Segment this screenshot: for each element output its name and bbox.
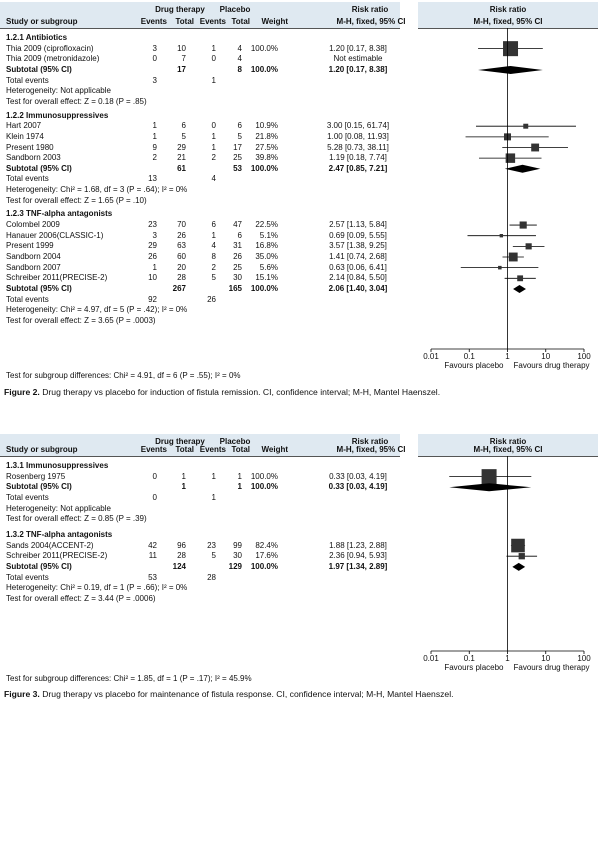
total-placebo: 6 <box>237 121 242 131</box>
header-risk-ratio: Risk ratio <box>351 437 389 446</box>
x-tick-label: 1 <box>505 352 510 361</box>
study-name: Rosenberg 1975 <box>6 471 66 481</box>
header-total: Total <box>231 445 250 454</box>
ci-text: 1.00 [0.08, 11.93] <box>327 131 389 141</box>
total-placebo: 4 <box>237 54 242 64</box>
total-events-placebo: 1 <box>211 492 216 502</box>
figure-caption <box>4 388 440 397</box>
heterogeneity: Heterogeneity: Chi² = 1.68, df = 3 (P = .64); I² = 0% <box>6 185 188 195</box>
point-estimate-box <box>520 221 527 228</box>
events-placebo: 2 <box>211 153 216 163</box>
favours-left-label: Favours placebo <box>444 361 504 370</box>
study-name: Hart 2007 <box>6 121 42 131</box>
heterogeneity: Heterogeneity: Chi² = 0.19, df = 1 (P = .66); I² = 0% <box>6 583 188 593</box>
subgroup-title: 1.2.1 Antibiotics <box>6 33 68 42</box>
total-placebo: 30 <box>233 551 242 561</box>
overall-effect: Test for overall effect: Z = 3.44 (P = .0006) <box>6 593 156 603</box>
total-drug: 29 <box>177 142 186 152</box>
subgroup-title: 1.3.2 TNF-alpha antagonists <box>6 529 113 539</box>
total-events-label: Total events <box>6 294 49 304</box>
total-placebo: 17 <box>233 142 242 152</box>
x-tick-label: 0.1 <box>463 352 475 361</box>
events-drug: 0 <box>152 54 157 64</box>
weight: 82.4% <box>255 540 278 550</box>
total-placebo: 47 <box>233 220 242 230</box>
study-name: Schreiber 2011(PRECISE-2) <box>6 551 108 561</box>
x-tick-label: 10 <box>541 352 551 361</box>
subtotal-total-drug: 124 <box>172 561 186 571</box>
subtotal-total-placebo: 53 <box>233 163 242 173</box>
subtotal-label: Subtotal (95% CI) <box>6 64 72 74</box>
subtotal-weight: 100.0% <box>250 482 278 492</box>
study-name: Thia 2009 (metronidazole) <box>6 54 100 64</box>
events-drug: 29 <box>148 241 157 251</box>
subgroup-differences: Test for subgroup differences: Chi² = 4.91, df = 6 (P = .55); I² = 0% <box>6 371 241 380</box>
header-weight: Weight <box>261 445 288 454</box>
weight: 10.9% <box>255 121 278 131</box>
events-placebo: 1 <box>211 471 216 481</box>
weight: 16.8% <box>255 241 278 251</box>
x-tick-label: 10 <box>541 654 551 663</box>
weight: 35.0% <box>255 252 278 261</box>
events-drug: 26 <box>148 252 157 261</box>
header-method-plot: M-H, fixed, 95% CI <box>473 445 543 454</box>
subtotal-label: Subtotal (95% CI) <box>6 482 72 492</box>
header-method-plot: M-H, fixed, 95% CI <box>473 17 543 26</box>
subtotal-diamond <box>449 483 531 491</box>
subtotal-weight: 100.0% <box>250 64 278 74</box>
header-drug-therapy: Drug therapy <box>155 5 205 14</box>
ci-text: Not estimable <box>333 54 383 64</box>
events-drug: 9 <box>152 142 157 152</box>
events-drug: 1 <box>152 121 157 131</box>
events-drug: 10 <box>148 273 157 283</box>
events-placebo: 23 <box>207 540 216 550</box>
figure-caption <box>4 690 454 699</box>
events-placebo: 5 <box>211 551 216 561</box>
subgroup-title: 1.2.3 TNF-alpha antagonists <box>6 209 113 219</box>
subgroup-title: 1.2.2 Immunosuppressives <box>6 110 109 120</box>
point-estimate-box <box>511 539 525 553</box>
ci-text: 0.69 [0.09, 5.55] <box>329 230 387 240</box>
events-placebo: 2 <box>211 262 216 272</box>
header-placebo: Placebo <box>219 5 251 14</box>
total-events-drug: 92 <box>148 294 157 304</box>
weight: 100.0% <box>250 471 278 481</box>
total-drug: 70 <box>177 220 186 230</box>
subtotal-label: Subtotal (95% CI) <box>6 561 72 571</box>
header-study: Study or subgroup <box>6 445 78 454</box>
events-drug: 23 <box>148 220 157 230</box>
point-estimate-box <box>500 234 503 237</box>
point-estimate-box <box>526 243 532 249</box>
total-events-label: Total events <box>6 75 49 85</box>
ci-text: 0.33 [0.03, 4.19] <box>329 471 387 481</box>
header-weight: Weight <box>261 17 288 26</box>
total-events-label: Total events <box>6 572 49 582</box>
header-total: Total <box>175 17 194 26</box>
figure-caption-label: Figure 2. <box>4 387 40 397</box>
subtotal-weight: 100.0% <box>250 283 278 293</box>
weight: 15.1% <box>255 273 278 283</box>
events-placebo: 8 <box>211 252 216 261</box>
total-drug: 5 <box>181 131 186 141</box>
total-placebo: 31 <box>233 241 242 251</box>
total-events-drug: 3 <box>152 75 157 85</box>
events-drug: 11 <box>148 551 157 561</box>
study-name: Sandborn 2004 <box>6 252 61 261</box>
total-events-drug: 13 <box>148 174 157 184</box>
x-tick-label: 0.01 <box>423 352 439 361</box>
events-placebo: 1 <box>211 131 216 141</box>
subtotal-ci: 0.33 [0.03, 4.19] <box>328 482 388 492</box>
subtotal-total-placebo: 129 <box>228 561 242 571</box>
total-drug: 26 <box>177 230 186 240</box>
total-events-placebo: 1 <box>211 75 216 85</box>
header-method: M-H, fixed, 95% CI <box>336 445 406 454</box>
subtotal-total-placebo: 1 <box>237 482 242 492</box>
ci-text: 3.00 [0.15, 61.74] <box>326 121 390 131</box>
total-events-drug: 53 <box>148 572 157 582</box>
overall-effect: Test for overall effect: Z = 3.65 (P = .0003) <box>6 315 156 325</box>
total-placebo: 5 <box>237 131 242 141</box>
heterogeneity: Heterogeneity: Not applicable <box>6 503 111 513</box>
point-estimate-box <box>503 41 518 56</box>
subtotal-diamond <box>505 165 541 173</box>
subtotal-total-placebo: 8 <box>237 64 242 74</box>
figure-caption-label: Figure 3. <box>4 689 40 699</box>
header-total: Total <box>175 445 194 454</box>
subtotal-total-drug: 1 <box>181 482 186 492</box>
subtotal-total-placebo: 165 <box>228 283 242 293</box>
header-total: Total <box>231 17 250 26</box>
total-placebo: 1 <box>237 471 242 481</box>
ci-text: 1.41 [0.74, 2.68] <box>329 252 387 261</box>
favours-right-label: Favours drug therapy <box>513 361 590 370</box>
header-risk-ratio-plot: Risk ratio <box>489 5 527 14</box>
subtotal-ci: 2.47 [0.85, 7.21] <box>328 163 388 173</box>
total-drug: 1 <box>181 471 186 481</box>
header-drug-therapy: Drug therapy <box>155 437 205 446</box>
total-events-placebo: 4 <box>211 174 216 184</box>
ci-text: 5.28 [0.73, 38.11] <box>327 142 389 152</box>
weight: 39.8% <box>255 153 278 163</box>
subtotal-weight: 100.0% <box>250 163 278 173</box>
x-tick-label: 0.1 <box>463 654 475 663</box>
weight: 17.6% <box>255 551 278 561</box>
total-placebo: 25 <box>233 153 242 163</box>
header-method: M-H, fixed, 95% CI <box>336 17 406 26</box>
x-tick-label: 0.01 <box>423 654 439 663</box>
overall-effect: Test for overall effect: Z = 0.85 (P = .39) <box>6 514 147 524</box>
subtotal-diamond <box>478 66 543 74</box>
subtotal-ci: 1.20 [0.17, 8.38] <box>328 64 388 74</box>
total-placebo: 99 <box>233 540 242 550</box>
events-placebo: 1 <box>211 142 216 152</box>
ci-text: 1.19 [0.18, 7.74] <box>329 153 387 163</box>
study-name: Colombel 2009 <box>6 220 60 230</box>
x-tick-label: 100 <box>577 352 591 361</box>
events-placebo: 0 <box>211 54 216 64</box>
x-tick-label: 1 <box>505 654 510 663</box>
total-events-placebo: 28 <box>207 572 216 582</box>
ci-text: 2.36 [0.94, 5.93] <box>329 551 387 561</box>
subtotal-total-drug: 61 <box>177 163 186 173</box>
total-drug: 28 <box>177 551 186 561</box>
x-tick-label: 100 <box>577 654 591 663</box>
total-placebo: 30 <box>233 273 242 283</box>
total-events-placebo: 26 <box>207 294 216 304</box>
total-drug: 60 <box>177 252 186 261</box>
study-name: Schreiber 2011(PRECISE-2) <box>6 273 108 283</box>
ci-text: 2.14 [0.84, 5.50] <box>329 273 387 283</box>
events-drug: 1 <box>152 131 157 141</box>
weight: 5.1% <box>259 230 278 240</box>
total-events-label: Total events <box>6 174 49 184</box>
events-placebo: 1 <box>211 230 216 240</box>
ci-text: 2.57 [1.13, 5.84] <box>329 220 387 230</box>
study-name: Present 1999 <box>6 241 54 251</box>
point-estimate-box <box>498 266 502 270</box>
subtotal-ci: 1.97 [1.34, 2.89] <box>328 561 388 571</box>
header-risk-ratio-plot: Risk ratio <box>489 437 527 446</box>
events-placebo: 4 <box>211 241 216 251</box>
total-drug: 28 <box>177 273 186 283</box>
subgroup-title: 1.3.1 Immunosuppressives <box>6 461 109 470</box>
subtotal-label: Subtotal (95% CI) <box>6 283 72 293</box>
ci-text: 3.57 [1.38, 9.25] <box>329 241 387 251</box>
total-drug: 63 <box>177 241 186 251</box>
total-drug: 7 <box>181 54 186 64</box>
subtotal-label: Subtotal (95% CI) <box>6 163 72 173</box>
study-name: Hanauer 2006(CLASSIC-1) <box>6 230 104 240</box>
header-placebo: Placebo <box>219 437 251 446</box>
study-name: Sandborn 2003 <box>6 153 61 163</box>
total-placebo: 26 <box>233 252 242 261</box>
ci-text: 1.20 [0.17, 8.38] <box>329 43 387 53</box>
events-placebo: 0 <box>211 121 216 131</box>
study-name: Sands 2004(ACCENT-2) <box>6 540 94 550</box>
weight: 27.5% <box>255 142 278 152</box>
header-events: Events <box>140 17 167 26</box>
point-estimate-box <box>509 253 518 262</box>
total-drug: 20 <box>177 262 186 272</box>
header-events: Events <box>199 445 226 454</box>
study-name: Klein 1974 <box>6 131 44 141</box>
total-drug: 21 <box>177 153 186 163</box>
subgroup-differences: Test for subgroup differences: Chi² = 1.85, df = 1 (P = .17); I² = 45.9% <box>6 674 252 683</box>
forest-plot-svg <box>0 432 601 852</box>
figure-caption-text: Drug therapy vs placebo for maintenance of fistula response. CI, confidence interval; M-H, Mantel Haenszel. <box>39 689 454 699</box>
total-drug: 6 <box>181 121 186 131</box>
header-events: Events <box>140 445 167 454</box>
header-risk-ratio: Risk ratio <box>351 5 389 14</box>
point-estimate-box <box>482 469 497 484</box>
subtotal-diamond <box>512 563 525 571</box>
events-drug: 0 <box>152 471 157 481</box>
total-drug: 10 <box>177 43 186 53</box>
ci-text: 0.63 [0.06, 6.41] <box>329 262 387 272</box>
total-placebo: 4 <box>237 43 242 53</box>
total-drug: 96 <box>177 540 186 550</box>
events-drug: 3 <box>152 230 157 240</box>
subtotal-ci: 2.06 [1.40, 3.04] <box>328 283 388 293</box>
figure-3 <box>0 432 601 702</box>
subtotal-diamond <box>513 285 526 293</box>
header-study: Study or subgroup <box>6 17 78 26</box>
header-events: Events <box>199 17 226 26</box>
weight: 22.5% <box>255 220 278 230</box>
figure-2 <box>0 0 601 400</box>
total-events-label: Total events <box>6 492 49 502</box>
study-name: Present 1980 <box>6 142 54 152</box>
events-drug: 42 <box>148 540 157 550</box>
events-drug: 3 <box>152 43 157 53</box>
total-events-drug: 0 <box>152 492 157 502</box>
overall-effect: Test for overall effect: Z = 1.65 (P = .10) <box>6 195 147 205</box>
study-name: Thia 2009 (ciprofloxacin) <box>6 43 94 53</box>
point-estimate-box <box>517 275 523 281</box>
total-placebo: 6 <box>237 230 242 240</box>
heterogeneity: Heterogeneity: Chi² = 4.97, df = 5 (P = .42); I² = 0% <box>6 305 188 315</box>
events-placebo: 6 <box>211 220 216 230</box>
weight: 100.0% <box>250 43 278 53</box>
favours-right-label: Favours drug therapy <box>513 663 590 672</box>
point-estimate-box <box>506 153 515 162</box>
subtotal-total-drug: 267 <box>172 283 186 293</box>
events-drug: 1 <box>152 262 157 272</box>
heterogeneity: Heterogeneity: Not applicable <box>6 86 111 96</box>
overall-effect: Test for overall effect: Z = 0.18 (P = .85) <box>6 96 147 106</box>
total-placebo: 25 <box>233 262 242 272</box>
figure-caption-text: Drug therapy vs placebo for induction of fistula remission. CI, confidence interval; M-H, Mantel Haenszel. <box>39 387 441 397</box>
favours-left-label: Favours placebo <box>444 663 504 672</box>
events-drug: 2 <box>152 153 157 163</box>
subtotal-weight: 100.0% <box>250 561 278 571</box>
events-placebo: 5 <box>211 273 216 283</box>
point-estimate-box <box>531 144 539 152</box>
point-estimate-box <box>523 124 528 129</box>
events-placebo: 1 <box>211 43 216 53</box>
weight: 21.8% <box>255 131 278 141</box>
point-estimate-box <box>519 553 525 559</box>
ci-text: 1.88 [1.23, 2.88] <box>329 540 387 550</box>
weight: 5.6% <box>259 262 278 272</box>
subtotal-total-drug: 17 <box>177 64 186 74</box>
study-name: Sandborn 2007 <box>6 262 61 272</box>
